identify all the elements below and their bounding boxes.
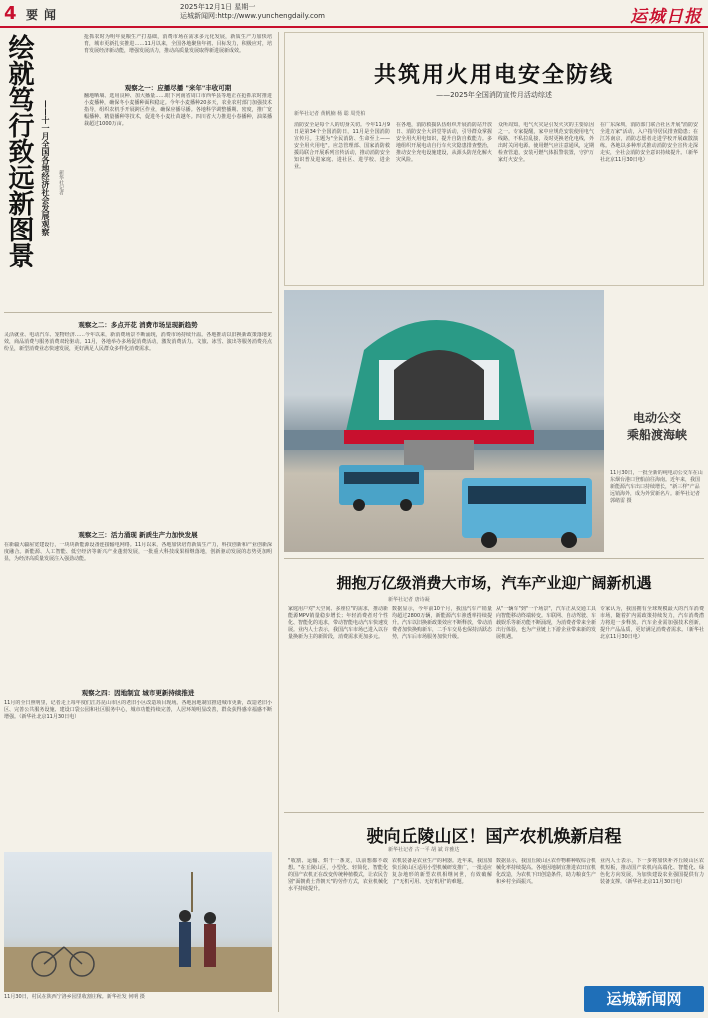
ferry-scene-icon [284, 290, 604, 552]
newspaper-logo: 运城日报 [630, 7, 702, 27]
auto-story-headline: 拥抱万亿级消费大市场，汽车产业迎广阔新机遇 [336, 574, 652, 592]
farm-photo-caption: 11月30日，村民在陕西宁洛乡园里收割庄稼。新华社发 何明 摄 [4, 994, 145, 1000]
left-section1-text: 翻地晒墒、选用良种、加大播量……眼下河南省周口市西华县等地正在抢抓农时推进小麦播种，确保冬小麦播种面积稳定。今年小麦播种20多天，农业农村部门加强技术指导，组织农机手开展跨区作业，确保应播尽播。各地科学调整播期、密度，推广宽幅播种、精量播种等技术，促进冬小麦壮苗越冬。四川省大力推进小春播种，油菜播栽超过1000万亩。 [84, 93, 272, 127]
masthead [0, 0, 708, 28]
fire-col-4: 在广东深圳，消防部门联合社区开展"消防安全进万家"活动，入户指导居民排查隐患；在江苏南京，消防志愿者走进学校开展疏散演练。各地以多种形式推动消防安全宣传走深走实，全社会消防安全意识持续提升。（新华社北京11月30日电） [600, 122, 698, 163]
ferry-photo-caption: 11月30日，一批全新的纯电动公交车在山东烟台港口登船前往海南。近年来，我国新能源汽车出口持续增长，"新三样"产品远销海外，成为外贸新名片。新华社记者 郭绪雷 摄 [610, 470, 703, 504]
left-section4-text: 11月的全日照明里，记者走上每年度们江苏昆山市区的老旧小区改造项目现场。各地因地制宜推进城市更新，改造老旧小区、完善公共服务设施、建设口袋公园和社区服务中心，城市功能持续完善，人居环境明显改善，群众获得感幸福感不断增强。（新华社北京11月30日电） [4, 700, 272, 720]
fire-story-deck: ——2025年全国消防宣传月活动综述 [436, 91, 552, 99]
photo-title-line-1: 电动公交 [632, 411, 681, 425]
left-story-intro: 抢抓农时为明年夏粮生产打基础，消费市场在需求多元化发展，新质生产力加快培育，城市更新扎实推进……11月以来，全国各地聚焦年初、目标发力，积极应对，培育发展经济新动能，增强发展活力，推动高质量发展取得新进展新成效。 [84, 34, 272, 54]
left-section3-text: 在新疆大疆屋宽建设行，一块块新能源设备连接输电网络。11月以来，各地加快培育新质生产力，科技创新和产业创新深度融合。新能源、人工智能、低空经济等新兴产业蓬勃发展，一批重大科技成果相继落地，创新驱动发展的态势更加明显，为经济高质量发展注入强劲动能。 [4, 542, 272, 562]
fire-story-headline: 共筑用火用电安全防线 [373, 62, 614, 88]
rural-col-3: 数据显示，我国丘陵山区农作物耕种收综合机械化率持续提高。各地因地制宜推进农田宜机化改造，为农机下田创造条件，助力粮食生产和乡村全面振兴。 [496, 858, 596, 885]
left-story-title: 绘就笃行致远新图景 [4, 34, 34, 268]
farm-scene-icon [4, 852, 272, 992]
photo-title-line-2: 乘船渡海峡 [626, 428, 687, 442]
issue-date: 2025年12月1日 星期一 [180, 3, 256, 11]
rural-story-byline: 新华社记者 古一平 胡 斌 许雅达 [388, 847, 460, 853]
left-story-subtitle: ——十一月全国各地经济社会发展观察 [41, 100, 51, 236]
column-divider [278, 32, 279, 1012]
rural-col-2: 农机装备是农业生产的利器。近年来，我国加快丘陵山区适用小型机械研发推广，一批适应复杂地形的新型农机相继问世，有效破解了"无机可用、无好机用"的难题。 [392, 858, 492, 885]
auto-col-4: 专家认为，我国拥有全球规模最大的汽车消费市场，随着扩内需政策持续发力，汽车消费潜力将进一步释放。汽车企业需加强技术创新，提升产品品质，更好满足消费者需求。（新华社北京11月30日电） [600, 606, 704, 640]
ferry-photo [284, 290, 604, 552]
farm-harvest-photo [4, 852, 272, 992]
auto-col-2: 数据显示，今年前10个月，我国汽车产销量均超过2800万辆，新能源汽车渗透率持续提升。汽车以旧换新政策效应不断释放，带动消费者加快换购新车，二手车交易也保持活跃态势，汽车后市场服务加快升级。 [392, 606, 492, 640]
divider [4, 312, 272, 313]
rural-col-1: "收割、运输、烘干一条龙，以前想都不敢想。"在丘陵山区，小型化、轻简化、智能化的国产农机正在改变传统种植模式，让农民告别"面朝黄土背朝天"的劳作方式，农业机械化水平持续提升。 [288, 858, 388, 892]
auto-col-3: 从"一辆车"到"一个场景"，汽车正从交通工具向智能移动终端转变。车联网、自动驾驶、车载娱乐等新功能不断涌现，为消费者带来全新出行体验，也为产业链上下游企业带来新的发展机遇。 [496, 606, 596, 640]
page-number: 4 [4, 3, 17, 24]
fire-col-2: 在各地，消防救援队伍组织开展消防站开放日、消防安全大讲堂等活动，引导群众掌握安全用火用电知识，提升自防自救能力。多地组织开展电动自行车火灾隐患排查整治，推动安全充电设施建设，从源头防范化解火灾风险。 [396, 122, 492, 163]
left-section1-head: 观察之一：应播尽播 "来年"丰收可期 [124, 84, 232, 92]
divider [284, 812, 704, 813]
rural-story-headline: 驶向丘陵山区！国产农机焕新启程 [366, 827, 622, 847]
left-section3-head: 观察之三：活力涌现 新质生产力加快发展 [78, 531, 198, 539]
rural-col-4: 业内人士表示，下一步将加快补齐丘陵山区农机短板，推动国产农机向高端化、智能化、绿色化方向发展，为加快建设农业强国提供有力装备支撑。（新华社北京11月30日电） [600, 858, 704, 885]
auto-story-byline: 新华社记者 唐诗凝 [388, 597, 430, 603]
site-watermark: 运城新闻网 [584, 986, 704, 1012]
left-section2-head: 观察之二：多点开花 消费市场呈现新趋势 [78, 321, 198, 329]
left-section4-head: 观察之四：因地制宜 城市更新持续推进 [81, 689, 195, 697]
left-story-byline: 新华社记者 [58, 170, 64, 195]
left-section2-text: 灵活就业、电动汽车、宠物经济……今年以来，新消费场景不断涌现，消费市场持续升温。各地推动以旧换新政策落地见效，商品消费与服务消费双轮驱动。11月，各地举办多场促消费活动，激发消费活力。文旅、冰雪、演出等服务消费亮点纷呈，新型消费业态快速发展，更好满足人民群众多样化消费需求。 [4, 332, 272, 352]
fire-col-3: 众所周知，电气火灾是引发火灾的主要原因之一。专家提醒，家中应规范安装使用电气线路，不私拉乱接，及时更换老化电线，外出时关闭电源。使用燃气应注意通风，定期检查管道，安装可燃气体报警装置，守护万家灯火安全。 [498, 122, 594, 163]
date-line [180, 3, 325, 21]
fire-col-1: 消防安全是每个人的切身关切。今年11月9日是第34个全国消防日，11月是全国消防宣传月。主题为"全民消防、生命至上——安全用火用电"。应急管理部、国家消防救援局联合开展系列宣传活动，推动消防安全知识普及进家庭、进社区、进学校、进企业。 [294, 122, 390, 170]
section-name: 要闻 [26, 8, 63, 22]
site-url[interactable]: 运城新闻网:http://www.yunchengdaily.com [180, 12, 325, 20]
fire-story-byline: 新华社记者 黄帆楠 杨 聪 周莞柏 [294, 111, 366, 117]
photo-title [610, 410, 704, 444]
divider [284, 558, 704, 559]
auto-col-1: 家庭用户对"大空间、多座位"的需求，推动新能源MPV销量稳步增长；年轻消费者对个性化、智能化的追求，带动智能电动汽车快速发展。业内人士表示，我国汽车市场已进入以存量换新为主的新阶段，消费需求更加多元。 [288, 606, 388, 640]
